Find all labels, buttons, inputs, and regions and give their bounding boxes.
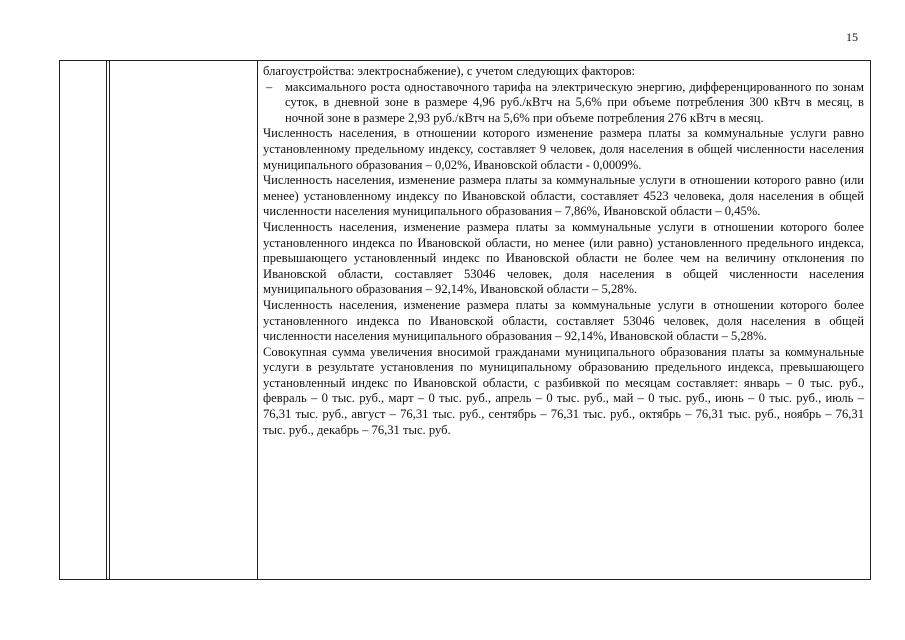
paragraph: Совокупная сумма увеличения вносимой гражданами муниципального образования платы за коммунальные услуги в результате установления по муниципальному образованию предельного индекса, превышающего установленный индекс по Ивановской области, с разбивкой по месяцам составляет: январь – 0 тыс. руб., февраль – 0 тыс. руб., март – 0 тыс. руб., апрель – 0 тыс. руб., май – 0 тыс. руб., июнь – 0 тыс. руб., июль – 76,31 тыс. руб., август – 76,31 тыс. руб., сентябрь – 76,31 тыс. руб., октябрь – 76,31 тыс. руб., ноябрь – 76,31 тыс. руб., декабрь – 76,31 тыс. руб. [263, 344, 864, 437]
table-row [60, 61, 871, 580]
bullet-marker: – [266, 79, 273, 94]
bullet-item [263, 80, 864, 127]
cell-content [258, 61, 870, 438]
table-cell-name [110, 61, 258, 580]
document-table [59, 60, 871, 580]
table-cell-content [258, 61, 871, 580]
paragraph: Численность населения, изменение размера платы за коммунальные услуги в отношении которого более установленного индекса по Ивановской области, но менее (или равно) установленного предельного индекса, превышающего установленный индекс по Ивановской области не более чем на величину отклонения по Ивановской области, составляет 53046 человек, доля населения в общей численности населения муниципального образования – 92,14%, Ивановской области – 5,28%. [263, 219, 864, 297]
table-cell-number [60, 61, 107, 580]
paragraph: Численность населения, изменение размера платы за коммунальные услуги в отношении которого равно (или менее) установленному индексу по Ивановской области, составляет 4523 человека, доля населения в общей численности населения муниципального образования – 7,86%, Ивановской области – 0,45%. [263, 173, 864, 219]
intro-paragraph: благоустройства: электроснабжение), с учетом следующих факторов: [263, 64, 636, 78]
paragraph: Численность населения, в отношении которого изменение размера платы за коммунальные услуги равно установленному предельному индексу, составляет 9 человек, доля населения в общей численности населения муниципального образования – 0,02%, Ивановской области - 0,0009%. [263, 126, 864, 172]
paragraph: Численность населения, изменение размера платы за коммунальные услуги в отношении которого более установленного индекса по Ивановской области, составляет 53046 человек, доля населения в общей численности населения муниципального образования – 92,14%, Ивановской области – 5,28%. [263, 297, 864, 344]
bullet-text: максимального роста одноставочного тарифа на электрическую энергию, дифференцированного по зонам суток, в дневной зоне в размере 4,96 руб./кВтч на 5,6% при объеме потребления 300 кВтч в месяц, в ночной зоне в размере 2,93 руб./кВтч на 5,6% при объеме потребления 276 кВтч в месяц. [285, 79, 864, 125]
page-number: 15 [846, 30, 858, 44]
